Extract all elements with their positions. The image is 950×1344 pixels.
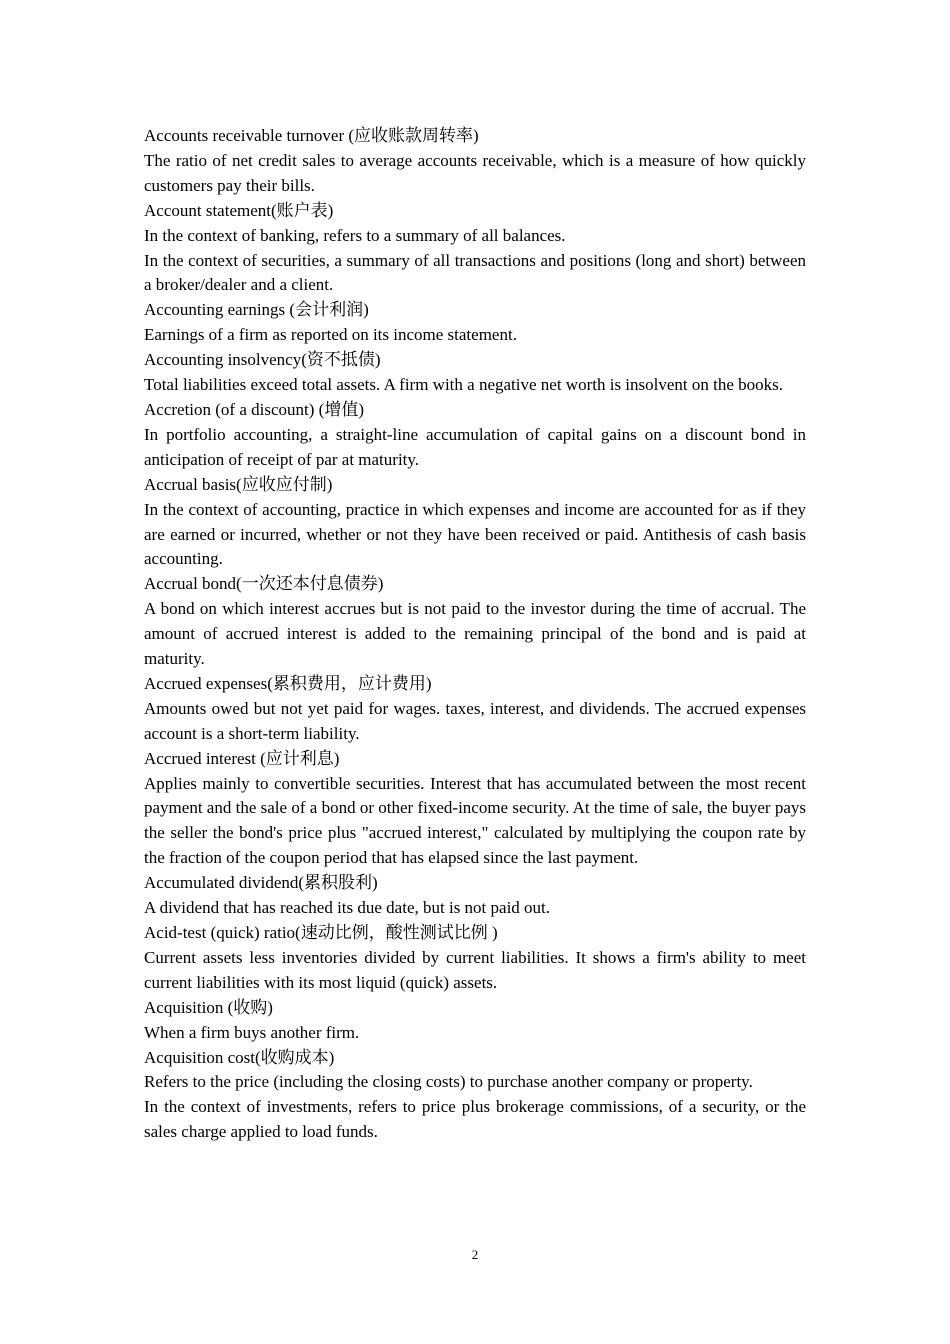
entry-definition: In the context of investments, refers to price plus brokerage commissions, of a security, or the sales charge applied to load funds.	[144, 1097, 806, 1142]
entry-definition: In the context of accounting, practice in which expenses and income are accounted for as if they are earned or incurred, whether or not they have been received or paid. Antithesis of cash basis accounting.	[144, 499, 806, 569]
entry-definition: Applies mainly to convertible securities. Interest that has accumulated between the most recent payment and the sale of a bond or other fixed-income security. At the time of sale, the buyer pays the seller the bond's price plus "accrued interest," calculated by multiplying the coupon rate by the fraction of the coupon period that has elapsed since the last payment.	[144, 773, 806, 868]
entry-term: Accrual bond(一次还本付息债券)	[144, 574, 384, 594]
entry-definition: Refers to the price (including the closing costs) to purchase another company or property.	[144, 1072, 753, 1092]
entry-term: Accrual basis(应收应付制)	[144, 474, 333, 494]
entry-definition: Earnings of a firm as reported on its income statement.	[144, 325, 517, 345]
entry-term: Acid-test (quick) ratio(速动比例，酸性测试比例 )	[144, 923, 498, 942]
entry-term: Accrued expenses(累积费用，应计费用)	[144, 673, 432, 693]
entry-term: Accretion (of a discount) (增值)	[144, 399, 364, 419]
entry-term: Accrued interest (应计利息)	[144, 748, 340, 768]
entry-term: Accounting insolvency(资不抵债)	[144, 350, 381, 370]
entry-definition: In the context of banking, refers to a summary of all balances.	[144, 225, 566, 245]
entry-definition: In portfolio accounting, a straight-line accumulation of capital gains on a discount bond in anticipation of receipt of par at maturity.	[144, 424, 806, 469]
entry-definition: In the context of securities, a summary of all transactions and positions (long and short) between a broker/dealer and a client.	[144, 250, 806, 295]
entry-definition: When a firm buys another firm.	[144, 1022, 360, 1042]
page-body	[144, 124, 806, 1145]
entry-term: Accounting earnings (会计利润)	[144, 300, 369, 320]
entry-term: Accounts receivable turnover (应收账款周转率)	[144, 126, 479, 145]
entry-definition: Total liabilities exceed total assets. A firm with a negative net worth is insolvent on the books.	[144, 375, 784, 395]
entry-term: Acquisition cost(收购成本)	[144, 1047, 335, 1067]
entry-definition: Current assets less inventories divided by current liabilities. It shows a firm's ability to meet current liabilities with its most liquid (quick) assets.	[144, 947, 806, 992]
entry-term: Acquisition (收购)	[144, 997, 273, 1017]
entry-term: Accumulated dividend(累积股利)	[144, 873, 378, 893]
entry-term: Account statement(账户表)	[144, 200, 334, 220]
entry-definition: A bond on which interest accrues but is not paid to the investor during the time of accrual. The amount of accrued interest is added to the remaining principal of the bond and is paid at maturity.	[144, 599, 806, 669]
entry-definition: Amounts owed but not yet paid for wages. taxes, interest, and dividends. The accrued expenses account is a short-term liability.	[144, 698, 806, 743]
page-number: 2	[471, 1247, 479, 1262]
entry-definition: A dividend that has reached its due date, but is not paid out.	[144, 898, 551, 918]
entry-definition: The ratio of net credit sales to average accounts receivable, which is a measure of how quickly customers pay their bills.	[144, 150, 806, 195]
